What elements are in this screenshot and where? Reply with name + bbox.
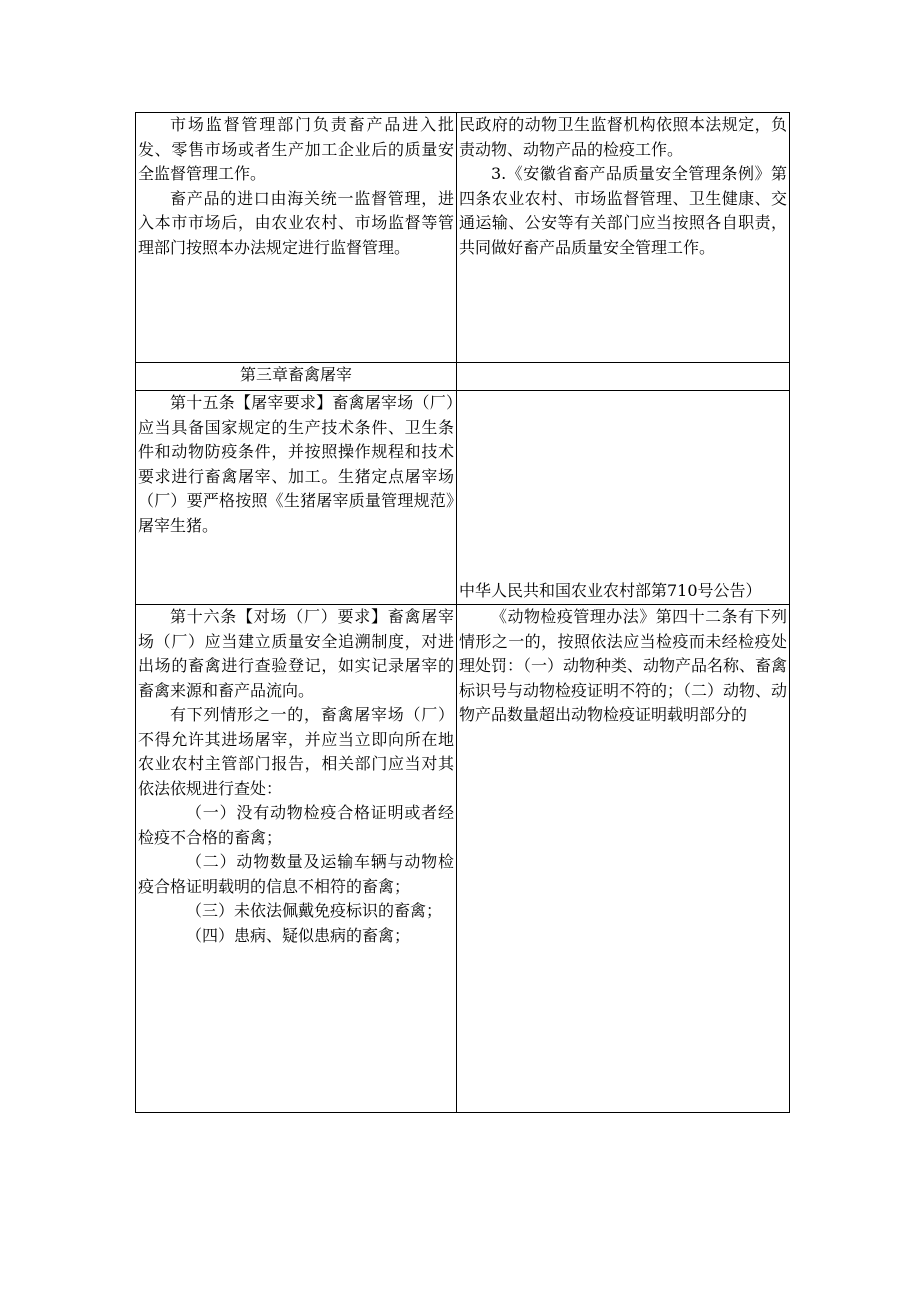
list-item: （三）未依法佩戴免疫标识的畜禽； xyxy=(186,901,443,920)
table-cell xyxy=(457,363,790,391)
paragraph: 市场监督管理部门负责畜产品进入批发、零售市场或者生产加工企业后的质量安全监督管理工作。 xyxy=(138,115,454,183)
table-cell xyxy=(136,391,457,605)
chapter-title: 第三章畜禽屠宰 xyxy=(239,365,352,384)
paragraph: 第十五条【屠宰要求】畜禽屠宰场（厂）应当具备国家规定的生产技术条件、卫生条件和动物防疫条件，并按照操作规程和技术要求进行畜禽屠宰、加工。生猪定点屠宰场（厂）要严格按照《生猪屠宰质量管理规范》屠宰生猪。 xyxy=(138,393,454,535)
paragraph: 畜产品的进口由海关统一监督管理，进入本市市场后，由农业农村、市场监督等管理部门按照本办法规定进行监督管理。 xyxy=(138,188,454,257)
table-cell xyxy=(457,391,790,605)
list-item: （四）患病、疑似患病的畜禽； xyxy=(186,925,411,945)
citation-note: 中华人民共和国农业农村部第710号公告） xyxy=(459,580,762,600)
paragraph: 民政府的动物卫生监督机构依照本法规定，负责动物、动物产品的检疫工作。 xyxy=(459,115,787,159)
paragraph: 有下列情形之一的，畜禽屠宰场（厂）不得允许其进场屠宰，并应当立即向所在地农业农村主管部门报告，相关部门应当对其依法依规进行查处： xyxy=(138,705,454,798)
paragraph: 3.《安徽省畜产品质量安全管理条例》第四条农业农村、市场监督管理、卫生健康、交通运输、公安等有关部门应当按照各自职责，共同做好畜产品质量安全管理工作。 xyxy=(459,164,787,257)
table-cell xyxy=(457,113,790,363)
table-cell xyxy=(457,605,790,1113)
table-row xyxy=(136,605,790,1113)
table-cell xyxy=(136,605,457,1113)
list-item: （二）动物数量及运输车辆与动物检疫合格证明载明的信息不相符的畜禽； xyxy=(138,852,454,896)
paragraph: 第十六条【对场（厂）要求】畜禽屠宰场（厂）应当建立质量安全追溯制度，对进出场的畜禽进行查验登记，如实记录屠宰的畜禽来源和畜产品流向。 xyxy=(138,607,454,700)
regulation-table xyxy=(135,112,790,1113)
table-row xyxy=(136,113,790,363)
list-item: （一）没有动物检疫合格证明或者经检疫不合格的畜禽； xyxy=(138,803,454,847)
chapter-heading xyxy=(136,363,457,391)
table-row xyxy=(136,391,790,605)
table-row xyxy=(136,363,790,391)
table-cell xyxy=(136,113,457,363)
paragraph: 《动物检疫管理办法》第四十二条有下列情形之一的，按照依法应当检疫而未经检疫处理处罚：（一）动物种类、动物产品名称、畜禽标识号与动物检疫证明不符的；（二）动物、动物产品数量超出动物检疫证明载明部分的 xyxy=(459,607,788,724)
